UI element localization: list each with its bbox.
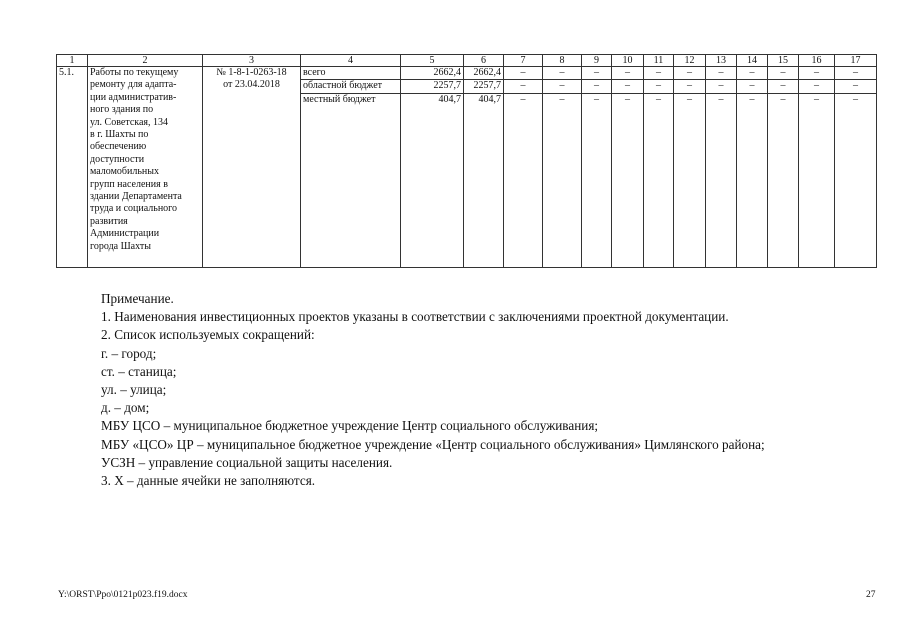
abbreviation-item: МБУ ЦСО – муниципальное бюджетное учреждение Центр социального обслуживания; — [101, 418, 599, 434]
dash-cell: – — [737, 93, 768, 267]
project-name-line: ции административ- — [90, 91, 177, 103]
project-name-line: групп населения в — [90, 178, 168, 190]
header-cell: 16 — [799, 55, 835, 67]
value-cell: 404,7 — [401, 93, 464, 267]
dash-cell: – — [737, 80, 768, 93]
note-item: 3. Х – данные ячейки не заполняются. — [101, 473, 316, 489]
header-cell: 6 — [464, 55, 504, 67]
dash-cell: – — [706, 80, 737, 93]
dash-cell: – — [582, 93, 612, 267]
table-header-row — [57, 55, 877, 67]
note-item: 1. Наименования инвестиционных проектов указаны в соответствии с заключениями проектной документации. — [101, 309, 729, 325]
project-name-line: ного здания по — [90, 104, 154, 116]
header-cell: 10 — [612, 55, 644, 67]
dash-cell: – — [799, 80, 835, 93]
header-cell: 1 — [57, 55, 88, 67]
dash-cell: – — [504, 80, 543, 93]
header-cell: 3 — [203, 55, 301, 67]
header-cell: 12 — [674, 55, 706, 67]
dash-cell: – — [644, 67, 674, 80]
header-cell: 15 — [768, 55, 799, 67]
dash-cell: – — [612, 80, 644, 93]
dash-cell: – — [768, 67, 799, 80]
abbreviation-item: ст. – станица; — [101, 363, 177, 379]
value-cell: 2257,7 — [401, 80, 464, 93]
investment-table — [56, 54, 877, 268]
header-cell: 9 — [582, 55, 612, 67]
value-cell: 2662,4 — [401, 67, 464, 80]
header-cell: 2 — [88, 55, 203, 67]
project-name — [88, 67, 203, 268]
dash-cell: – — [799, 93, 835, 267]
project-name-line: доступности — [90, 153, 145, 165]
dash-cell: – — [799, 67, 835, 80]
notes-title: Примечание. — [101, 291, 174, 306]
header-cell: 11 — [644, 55, 674, 67]
source-label: местный бюджет — [301, 93, 401, 267]
dash-cell: – — [543, 93, 582, 267]
dash-cell: – — [582, 67, 612, 80]
conclusion-line: от 23.04.2018 — [223, 79, 280, 91]
project-name-line: ремонту для адапта- — [90, 79, 177, 91]
project-name-line: развития — [90, 215, 128, 227]
note-item: 2. Список используемых сокращений: — [101, 327, 315, 343]
value-cell: 2257,7 — [464, 80, 504, 93]
page-number: 27 — [866, 590, 876, 600]
dash-cell: – — [768, 93, 799, 267]
header-cell: 7 — [504, 55, 543, 67]
row-number: 5.1. — [57, 67, 88, 268]
dash-cell: – — [835, 67, 877, 80]
conclusion-line: № 1-8-1-0263-18 — [216, 67, 287, 78]
project-name-line: ул. Советская, 134 — [90, 116, 168, 128]
abbreviation-item: УСЗН – управление социальной защиты населения. — [101, 454, 393, 470]
conclusion-ref — [203, 67, 301, 268]
value-cell: 2662,4 — [464, 67, 504, 80]
dash-cell: – — [612, 93, 644, 267]
dash-cell: – — [674, 67, 706, 80]
dash-cell: – — [835, 80, 877, 93]
dash-cell: – — [543, 67, 582, 80]
dash-cell: – — [674, 80, 706, 93]
header-cell: 14 — [737, 55, 768, 67]
header-cell: 8 — [543, 55, 582, 67]
abbreviation-item: МБУ «ЦСО» ЦР – муниципальное бюджетное учреждение «Центр социального обслуживания» Цимлянского района; — [101, 436, 765, 452]
dash-cell: – — [612, 67, 644, 80]
abbreviation-item: ул. – улица; — [101, 382, 167, 398]
project-name-line: маломобильных — [90, 166, 159, 178]
dash-cell: – — [737, 67, 768, 80]
dash-cell: – — [835, 93, 877, 267]
project-name-line: города Шахты — [90, 240, 151, 252]
notes-section — [101, 290, 765, 490]
header-cell: 5 — [401, 55, 464, 67]
dash-cell: – — [644, 80, 674, 93]
project-name-line: обеспечению — [90, 141, 147, 153]
project-name-line: здании Департамента — [90, 191, 182, 203]
header-cell: 4 — [301, 55, 401, 67]
footer-file-path: Y:\ORST\Ppo\0121p023.f19.docx — [58, 590, 188, 600]
dash-cell: – — [706, 93, 737, 267]
dash-cell: – — [504, 67, 543, 80]
header-cell: 17 — [835, 55, 877, 67]
source-label: всего — [301, 67, 401, 80]
project-name-line: Работы по текущему — [90, 67, 179, 78]
abbreviation-item: д. – дом; — [101, 400, 150, 416]
project-name-line: в г. Шахты по — [90, 129, 149, 141]
dash-cell: – — [706, 67, 737, 80]
project-name-line: труда и социального — [90, 203, 178, 215]
project-name-line: Администрации — [90, 228, 160, 240]
header-cell: 13 — [706, 55, 737, 67]
dash-cell: – — [582, 80, 612, 93]
dash-cell: – — [674, 93, 706, 267]
source-label: областной бюджет — [301, 80, 401, 93]
dash-cell: – — [644, 93, 674, 267]
abbreviation-item: г. – город; — [101, 345, 157, 361]
dash-cell: – — [504, 93, 543, 267]
value-cell: 404,7 — [464, 93, 504, 267]
dash-cell: – — [768, 80, 799, 93]
table-row — [57, 67, 877, 80]
dash-cell: – — [543, 80, 582, 93]
